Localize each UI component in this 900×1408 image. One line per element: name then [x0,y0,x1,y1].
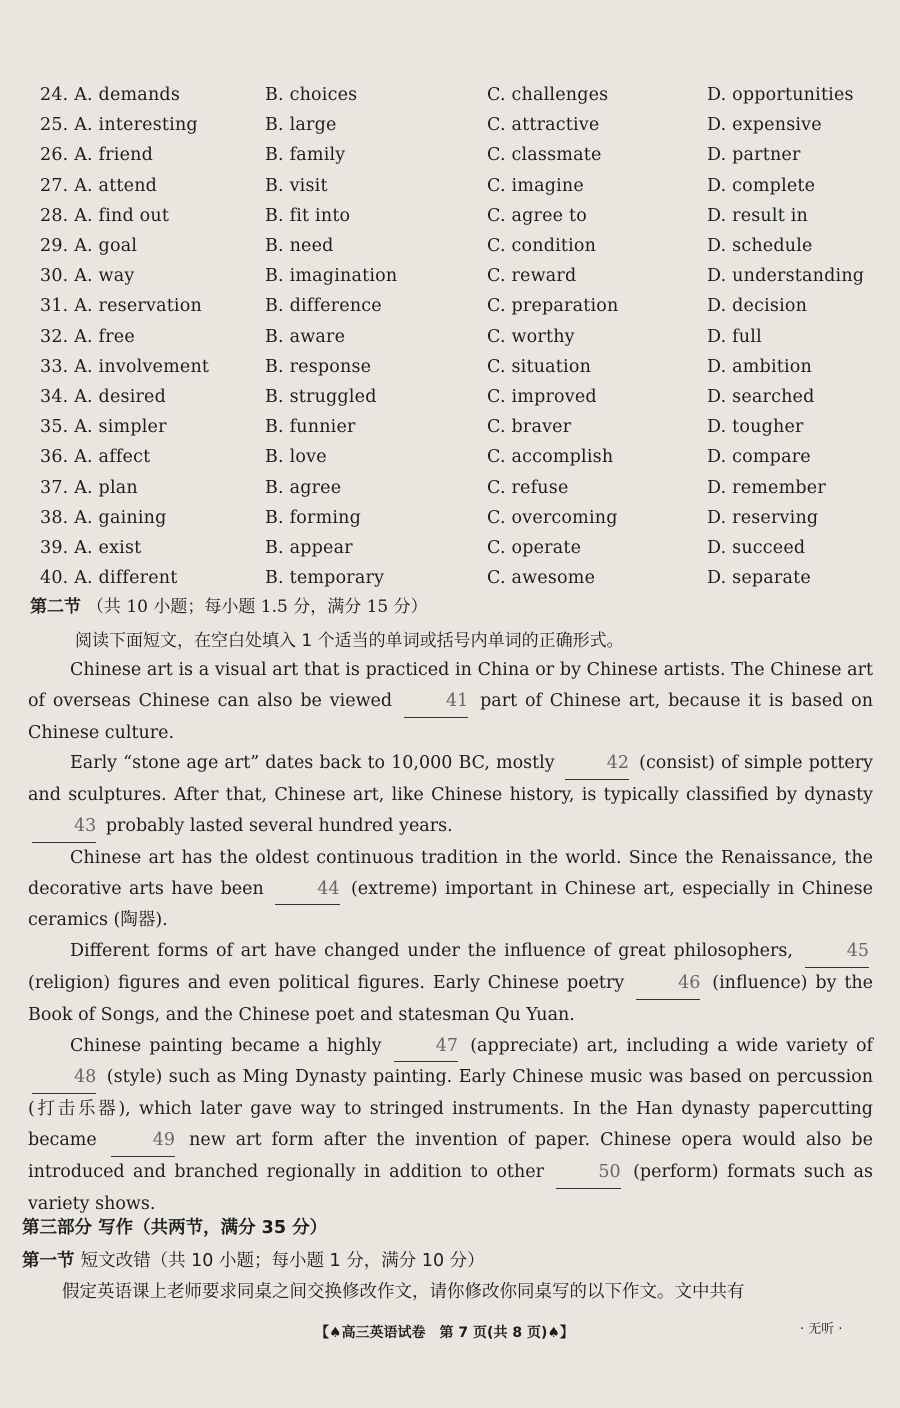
option-b: B. temporary [265,568,385,589]
footer-text: 高三英语试卷 第 7 页(共 8 页) [341,1325,548,1341]
option-row [40,291,870,321]
option-d: D. succeed [707,537,806,558]
passage-paragraph-2 [28,748,873,842]
option-c: C. overcoming [487,507,618,528]
option-c: C. agree to [487,205,587,226]
option-c: C. worthy [487,326,575,347]
spade-icon: 【♠ [315,1325,342,1341]
part3-section1-subtitle: 短文改错（共 10 小题；每小题 1 分，满分 10 分） [80,1251,485,1271]
blank-50: 50 [556,1157,620,1189]
option-d: D. expensive [707,115,822,136]
option-b: B. choices [265,85,358,106]
option-b: B. struggled [265,386,377,407]
option-a: 37. A. plan [40,477,138,498]
option-d: D. compare [707,447,811,468]
option-row [40,231,870,261]
options-table [40,80,870,593]
no-listening-note: · 无听 · [800,1322,843,1337]
option-a: 33. A. involvement [40,356,210,377]
section2-instruction: 阅读下面短文，在空白处填入 1 个适当的单词或括号内单词的正确形式。 [75,631,624,651]
passage-paragraph-4 [28,936,873,1030]
option-d: D. opportunities [707,85,854,106]
option-d: D. remember [707,477,826,498]
option-d: D. ambition [707,356,812,377]
blank-47: 47 [394,1031,458,1063]
section2-subtitle: （共 10 小题；每小题 1.5 分，满分 15 分） [86,597,428,617]
option-c: C. imagine [487,175,584,196]
passage-paragraph-1 [28,655,873,748]
option-b: B. response [265,356,372,377]
blank-41: 41 [404,686,468,718]
passage-text: (consist) of simple pottery and sculptures. After that, Chinese art, like Chinese history, is typically classified by dynasty [28,753,873,806]
option-row [40,533,870,563]
passage-text: (influence) by the Book of Songs, and the Chinese poet and statesman Qu Yuan. [28,972,873,1025]
passage-text: Early “stone age art” dates back to 10,000 BC, mostly [70,753,555,774]
option-d: D. understanding [707,266,865,287]
passage-text: Chinese art is a visual art that is practiced in China or by Chinese artists. The Chinese art of overseas Chinese can also be viewed [28,660,873,711]
option-c: C. classmate [487,145,602,166]
passage-paragraph-5 [28,1031,873,1220]
option-c: C. awesome [487,568,596,589]
blank-44: 44 [275,874,339,906]
option-d: D. complete [707,175,816,196]
option-row [40,412,870,442]
option-d: D. separate [707,568,811,589]
option-d: D. result in [707,205,808,226]
option-row [40,171,870,201]
option-b: B. family [265,145,346,166]
option-row [40,503,870,533]
option-c: C. reward [487,266,577,287]
option-b: B. funnier [265,417,356,438]
option-a: 35. A. simpler [40,417,167,438]
option-row [40,352,870,382]
option-row [40,261,870,291]
part3-task-text: 假定英语课上老师要求同桌之间交换修改作文，请你修改你同桌写的以下作文。文中共有 [62,1282,745,1302]
passage-text: (style) such as Ming Dynasty painting. Early Chinese music was based on percussion (打击乐器), which later gave way to stringed instruments. In the Han dynasty papercutting became [28,1067,873,1150]
option-c: C. challenges [487,85,609,106]
passage-text: (extreme) important in Chinese art, especially in Chinese ceramics (陶器). [28,878,873,931]
passage-text: part of Chinese art, because it is based on Chinese culture. [28,690,873,743]
option-a: 38. A. gaining [40,507,167,528]
spade-icon: ♠】 [547,1325,574,1341]
section2-title: 第二节 [30,597,81,617]
option-a: 39. A. exist [40,537,142,558]
option-c: C. situation [487,356,592,377]
option-a: 36. A. affect [40,447,151,468]
option-row [40,201,870,231]
option-a: 25. A. interesting [40,115,198,136]
option-c: C. condition [487,236,597,257]
option-c: C. improved [487,386,597,407]
option-b: B. imagination [265,266,398,287]
option-row [40,472,870,502]
blank-45: 45 [805,936,869,968]
option-row [40,382,870,412]
option-d: D. decision [707,296,808,317]
passage-text: Different forms of art have changed under the influence of great philosophers, [70,941,793,962]
blank-46: 46 [636,968,700,1000]
option-a: 27. A. attend [40,175,158,196]
part3-section1-heading [22,1247,485,1272]
option-row [40,80,870,110]
option-d: D. schedule [707,236,813,257]
part3-section1-title: 第一节 [22,1251,75,1271]
option-a: 40. A. different [40,568,178,589]
option-c: C. operate [487,537,582,558]
option-d: D. partner [707,145,801,166]
option-row [40,140,870,170]
option-row [40,563,870,593]
option-b: B. large [265,115,337,136]
option-c: C. accomplish [487,447,614,468]
option-a: 28. A. find out [40,205,170,226]
option-b: B. aware [265,326,346,347]
option-b: B. visit [265,175,328,196]
part3-title2: 写作（共两节，满分 35 分） [98,1218,328,1238]
passage-text: (appreciate) art, including a wide variety of [470,1035,873,1056]
option-b: B. need [265,236,334,257]
option-c: C. attractive [487,115,600,136]
option-a: 26. A. friend [40,145,154,166]
passage-text: new art form after the invention of paper. Chinese opera would also be introduced and branched regionally in addition to other [28,1129,873,1182]
option-b: B. difference [265,296,382,317]
part3-heading [22,1214,327,1239]
option-a: 24. A. demands [40,85,180,106]
option-d: D. reserving [707,507,819,528]
option-a: 34. A. desired [40,386,167,407]
reading-passage [28,655,873,1219]
option-a: 30. A. way [40,266,135,287]
option-b: B. fit into [265,205,351,226]
option-c: C. preparation [487,296,619,317]
passage-text: (religion) figures and even political figures. Early Chinese poetry [28,972,625,993]
option-a: 32. A. free [40,326,135,347]
option-b: B. love [265,447,327,468]
option-b: B. agree [265,477,342,498]
blank-48: 48 [32,1062,96,1094]
section2-heading [30,592,428,617]
option-c: C. braver [487,417,572,438]
page-footer [315,1322,574,1342]
passage-text: (perform) formats such as variety shows. [28,1161,873,1214]
blank-42: 42 [565,748,629,780]
option-b: B. forming [265,507,362,528]
option-b: B. appear [265,537,353,558]
passage-text: Chinese art has the oldest continuous tradition in the world. Since the Renaissance, the decorative arts have been [28,847,873,899]
passage-paragraph-3 [28,843,873,936]
option-a: 29. A. goal [40,236,138,257]
option-d: D. searched [707,386,815,407]
option-row [40,322,870,352]
option-c: C. refuse [487,477,569,498]
option-d: D. full [707,326,762,347]
blank-49: 49 [111,1125,175,1157]
blank-43: 43 [32,811,96,843]
option-d: D. tougher [707,417,804,438]
option-a: 31. A. reservation [40,296,202,317]
passage-text: Chinese painting became a highly [70,1035,382,1056]
passage-text: probably lasted several hundred years. [105,815,453,836]
option-row [40,110,870,140]
option-row [40,442,870,472]
part3-title: 第三部分 [22,1218,92,1238]
